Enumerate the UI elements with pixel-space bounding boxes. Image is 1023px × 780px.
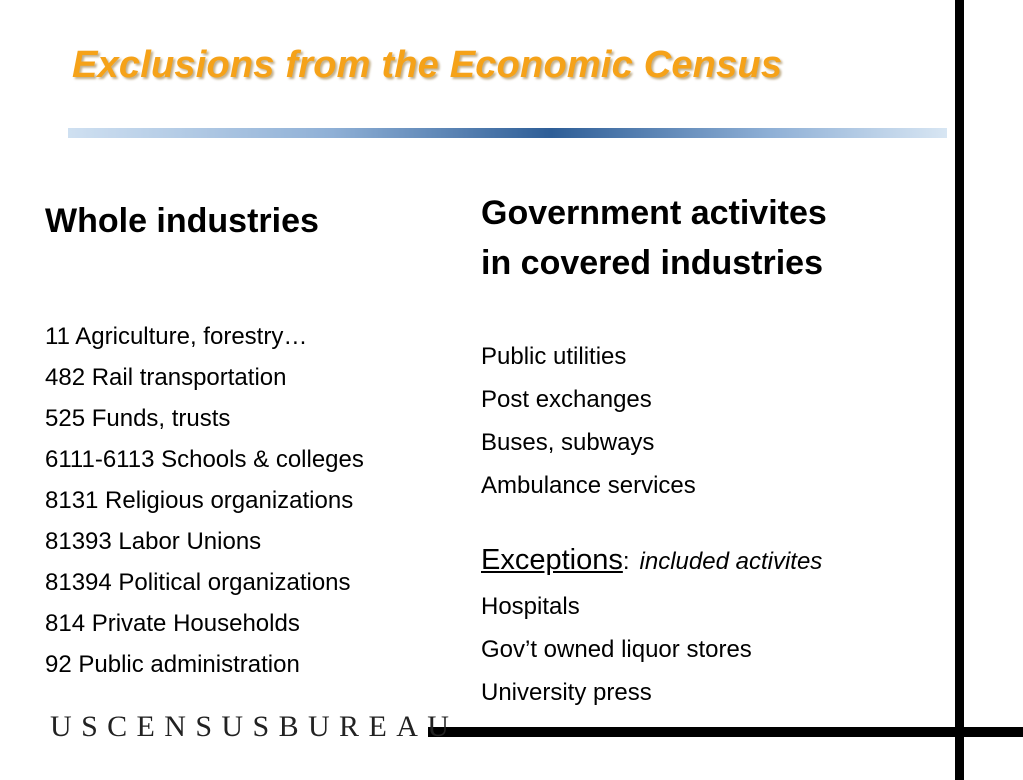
- list-item: 6111-6113 Schools & colleges: [45, 446, 364, 473]
- list-item: 11 Agriculture, forestry…: [45, 323, 308, 350]
- whole-industries-heading: Whole industries: [45, 202, 319, 240]
- exceptions-row: [481, 537, 941, 585]
- heading-line-2: in covered industries: [481, 244, 823, 282]
- list-item: Hospitals: [481, 593, 580, 620]
- list-item: University press: [481, 679, 652, 706]
- left-column: [45, 196, 445, 685]
- list-item: 92 Public administration: [45, 651, 300, 678]
- list-item: Ambulance services: [481, 472, 696, 499]
- list-item: 81393 Labor Unions: [45, 528, 262, 555]
- list-item: Public utilities: [481, 343, 627, 370]
- slide-title: Exclusions from the Economic Census: [72, 44, 783, 86]
- list-item: Buses, subways: [481, 429, 655, 456]
- list-item: 525 Funds, trusts: [45, 405, 231, 432]
- list-item: 81394 Political organizations: [45, 569, 351, 596]
- list-item: Gov’t owned liquor stores: [481, 636, 752, 663]
- exceptions-label: Exceptions: [481, 544, 623, 576]
- list-item: 482 Rail transportation: [45, 364, 287, 391]
- frame-vertical-line: [955, 0, 964, 780]
- frame-horizontal-line: [428, 727, 1023, 737]
- exceptions-colon: :: [622, 548, 630, 575]
- heading-line-1: Government activites: [481, 194, 827, 232]
- government-activities-list: [481, 335, 941, 507]
- census-bureau-logo: USCENSUSBUREAU: [50, 710, 459, 743]
- government-activities-heading: [481, 188, 941, 288]
- title-divider: [68, 128, 947, 138]
- list-item: 814 Private Households: [45, 610, 300, 637]
- list-item: Post exchanges: [481, 386, 652, 413]
- list-item: 8131 Religious organizations: [45, 487, 354, 514]
- whole-industries-list: [45, 316, 445, 685]
- right-column: [481, 188, 941, 714]
- exceptions-list: [481, 585, 941, 714]
- exceptions-note: included activites: [639, 548, 823, 575]
